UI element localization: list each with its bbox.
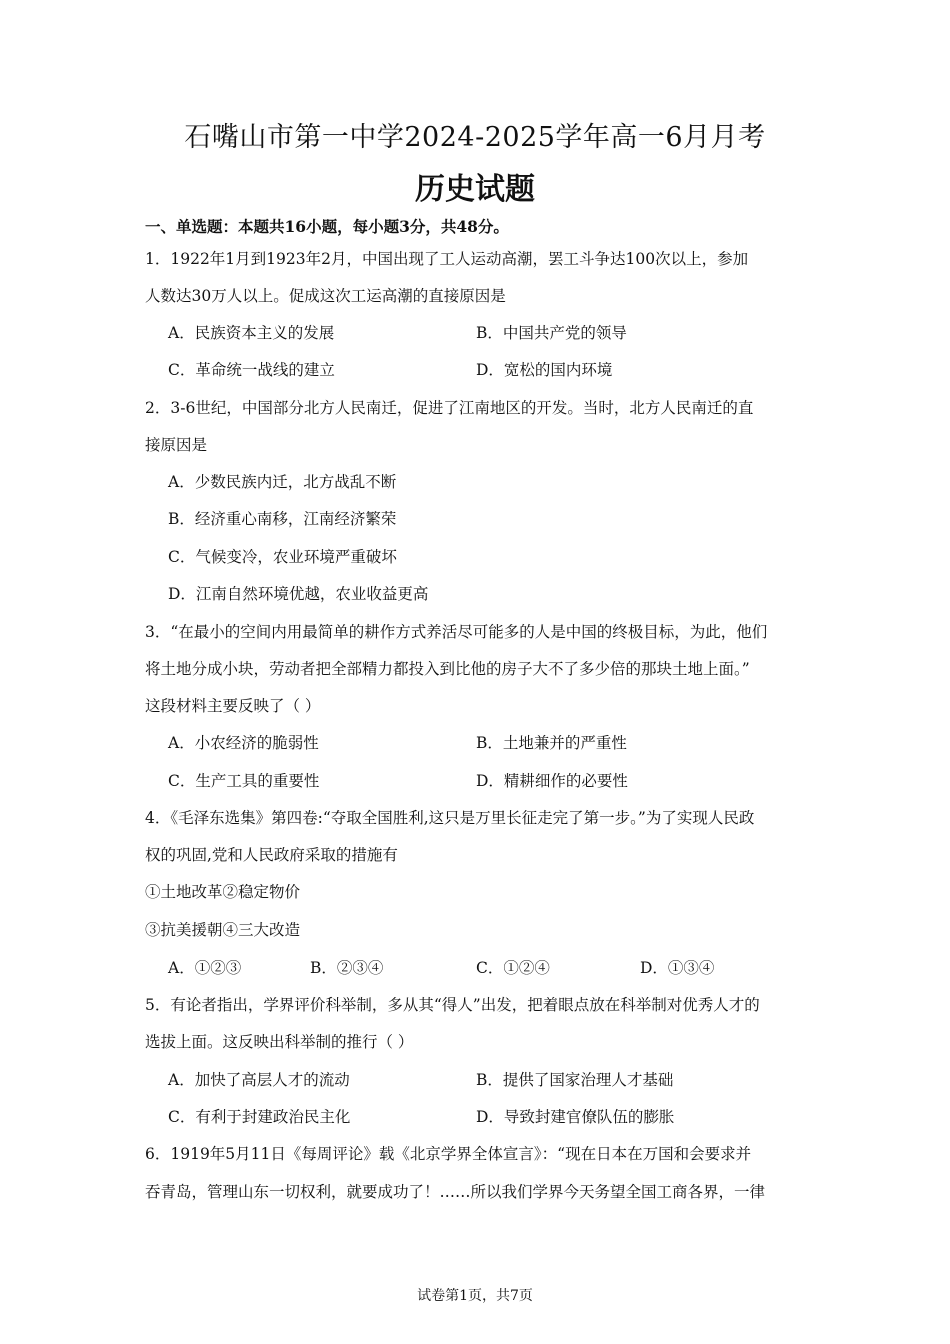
question-4-line-1: 4．《毛泽东选集》第四卷:“夺取全国胜利,这只是万里长征走完了第一步。”为了实现人民政 [145, 809, 755, 827]
question-5-option-d: D．导致封建官僚队伍的膨胀 [476, 1108, 675, 1126]
question-1-option-a: A．民族资本主义的发展 [168, 324, 335, 342]
question-4-option-d: D．①③④ [640, 959, 715, 977]
question-1-option-d: D．宽松的国内环境 [476, 361, 613, 379]
question-2-line-1: 2．3-6世纪，中国部分北方人民南迁，促进了江南地区的开发。当时，北方人民南迁的直 [145, 399, 754, 417]
question-4-line-3: ①土地改革②稳定物价 [145, 883, 301, 901]
section-heading: 一、单选题：本题共16小题，每小题3分，共48分。 [145, 217, 509, 236]
question-5-option-a: A．加快了高层人才的流动 [168, 1071, 350, 1089]
question-3-line-3: 这段材料主要反映了（ ） [145, 697, 321, 715]
question-6-line-1: 6．1919年5月11日《每周评论》载《北京学界全体宣言》：“现在日本在万国和会要求并 [145, 1145, 752, 1163]
question-3-option-a: A．小农经济的脆弱性 [168, 734, 319, 752]
question-5-option-b: B．提供了国家治理人才基础 [476, 1071, 674, 1089]
question-3-line-2: 将土地分成小块，劳动者把全部精力都投入到比他的房子大不了多少倍的那块土地上面。” [145, 660, 750, 678]
question-1-line-2: 人数达30万人以上。促成这次工运高潮的直接原因是 [145, 287, 506, 305]
page-footer: 试卷第1页，共7页 [417, 1288, 533, 1304]
question-2-option-d: D．江南自然环境优越，农业收益更高 [168, 585, 429, 603]
question-6-line-2: 吞青岛，管理山东一切权利，就要成功了！……所以我们学界今天务望全国工商各界，一律 [145, 1183, 766, 1201]
question-3-option-b: B．土地兼并的严重性 [476, 734, 627, 752]
question-2-line-2: 接原因是 [145, 436, 208, 454]
question-3-option-c: C．生产工具的重要性 [168, 772, 320, 790]
question-3-line-1: 3．“在最小的空间内用最简单的耕作方式养活尽可能多的人是中国的终极目标，为此，他们 [145, 623, 768, 641]
question-2-option-b: B．经济重心南移，江南经济繁荣 [168, 510, 397, 528]
question-1-option-c: C．革命统一战线的建立 [168, 361, 335, 379]
question-2-option-c: C．气候变冷，农业环境严重破坏 [168, 548, 397, 566]
question-1-line-1: 1．1922年1月到1923年2月，中国出现了工人运动高潮，罢工斗争达100次以上，参加 [145, 250, 749, 268]
question-4-option-a: A．①②③ [168, 959, 242, 977]
question-4-line-2: 权的巩固,党和人民政府采取的措施有 [145, 846, 398, 864]
question-2-option-a: A．少数民族内迁，北方战乱不断 [168, 473, 397, 491]
question-4-option-b: B．②③④ [310, 959, 384, 977]
question-5-line-2: 选拔上面。这反映出科举制的推行（ ） [145, 1033, 414, 1051]
exam-subject: 历史试题 [415, 172, 535, 207]
question-5-line-1: 5．有论者指出，学界评价科举制，多从其“得人”出发，把着眼点放在科举制对优秀人才的 [145, 996, 760, 1014]
exam-title: 石嘴山市第一中学2024-2025学年高一6月月考 [184, 122, 766, 153]
question-4-option-c: C．①②④ [476, 959, 550, 977]
question-1-option-b: B．中国共产党的领导 [476, 324, 627, 342]
question-4-line-4: ③抗美援朝④三大改造 [145, 921, 301, 939]
question-5-option-c: C．有利于封建政治民主化 [168, 1108, 351, 1126]
question-3-option-d: D．精耕细作的必要性 [476, 772, 628, 790]
